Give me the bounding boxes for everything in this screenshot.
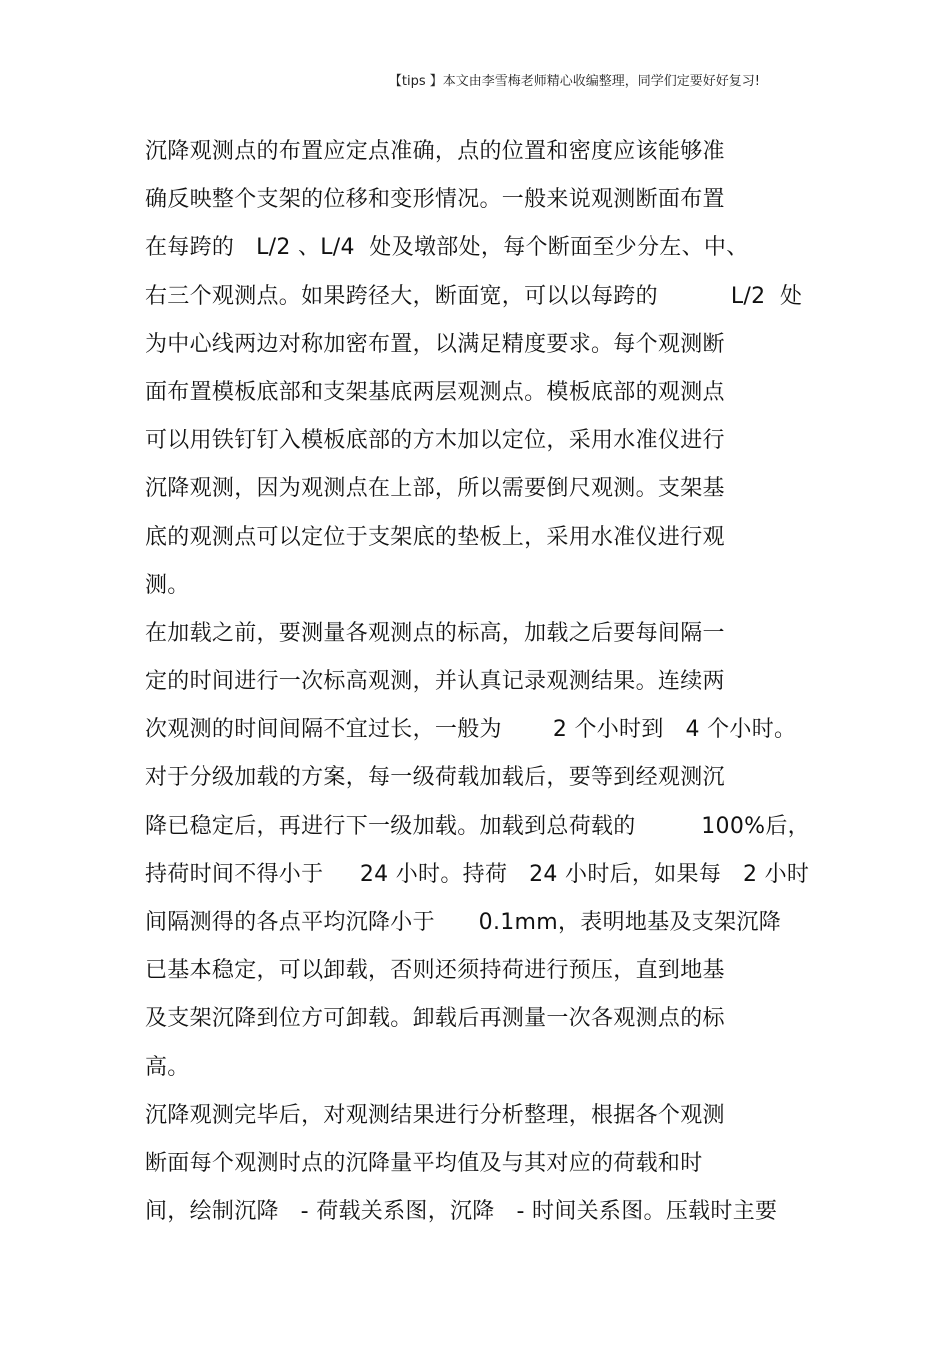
text-line: 测。 [145, 572, 190, 598]
text-line: 面布置模板底部和支架基底两层观测点。模板底部的观测点 [145, 379, 725, 405]
text-line: 沉降观测完毕后，对观测结果进行分析整理，根据各个观测 [145, 1102, 725, 1128]
text-line: 间，绘制沉降 - 荷载关系图，沉降 - 时间关系图。压载时主要 [145, 1199, 778, 1225]
text-line: 底的观测点可以定位于支架底的垫板上，采用水准仪进行观 [145, 524, 725, 550]
text-line: 及支架沉降到位方可卸载。卸载后再测量一次各观测点的标 [145, 1006, 725, 1032]
text-line: 间隔测得的各点平均沉降小于 0.1mm，表明地基及支架沉降 [145, 910, 782, 935]
text-line: 对于分级加载的方案，每一级荷载加载后，要等到经观测沉 [145, 765, 725, 791]
text-line: 在加载之前，要测量各观测点的标高，加载之后要每间隔一 [145, 620, 725, 646]
text-line: 断面每个观测时点的沉降量平均值及与其对应的荷载和时 [145, 1150, 703, 1176]
text-line: 沉降观测点的布置应定点准确，点的位置和密度应该能够准 [145, 139, 725, 164]
text-line: 已基本稳定，可以卸载，否则还须持荷进行预压，直到地基 [145, 958, 725, 984]
document-body [145, 128, 825, 1236]
text-line: 可以用铁钉钉入模板底部的方木加以定位，采用水准仪进行 [145, 428, 725, 454]
text-line: 在每跨的 L/2 、L/4 处及墩部处，每个断面至少分左、中、 [145, 235, 749, 261]
header-tip: 【tips 】本文由李雪梅老师精心收编整理，同学们定要好好复习! [388, 74, 760, 89]
text-line: 沉降观测，因为观测点在上部，所以需要倒尺观测。支架基 [145, 476, 725, 502]
text-line: 高。 [145, 1054, 190, 1080]
text-line: 为中心线两边对称加密布置，以满足精度要求。每个观测断 [145, 331, 725, 357]
text-line: 定的时间进行一次标高观测，并认真记录观测结果。连续两 [145, 669, 725, 695]
text-line: 降已稳定后，再进行下一级加载。加载到总荷载的 100%后， [145, 813, 810, 839]
text-line: 持荷时间不得小于 24 小时。持荷 24 小时后，如果每 2 小时 [145, 861, 810, 887]
text-line: 确反映整个支架的位移和变形情况。一般来说观测断面布置 [145, 187, 725, 213]
text-line: 次观测的时间间隔不宜过长，一般为 2 个小时到 4 个小时。 [145, 717, 797, 743]
text-line: 右三个观测点。如果跨径大，断面宽，可以以每跨的 L/2 处 [145, 283, 803, 309]
